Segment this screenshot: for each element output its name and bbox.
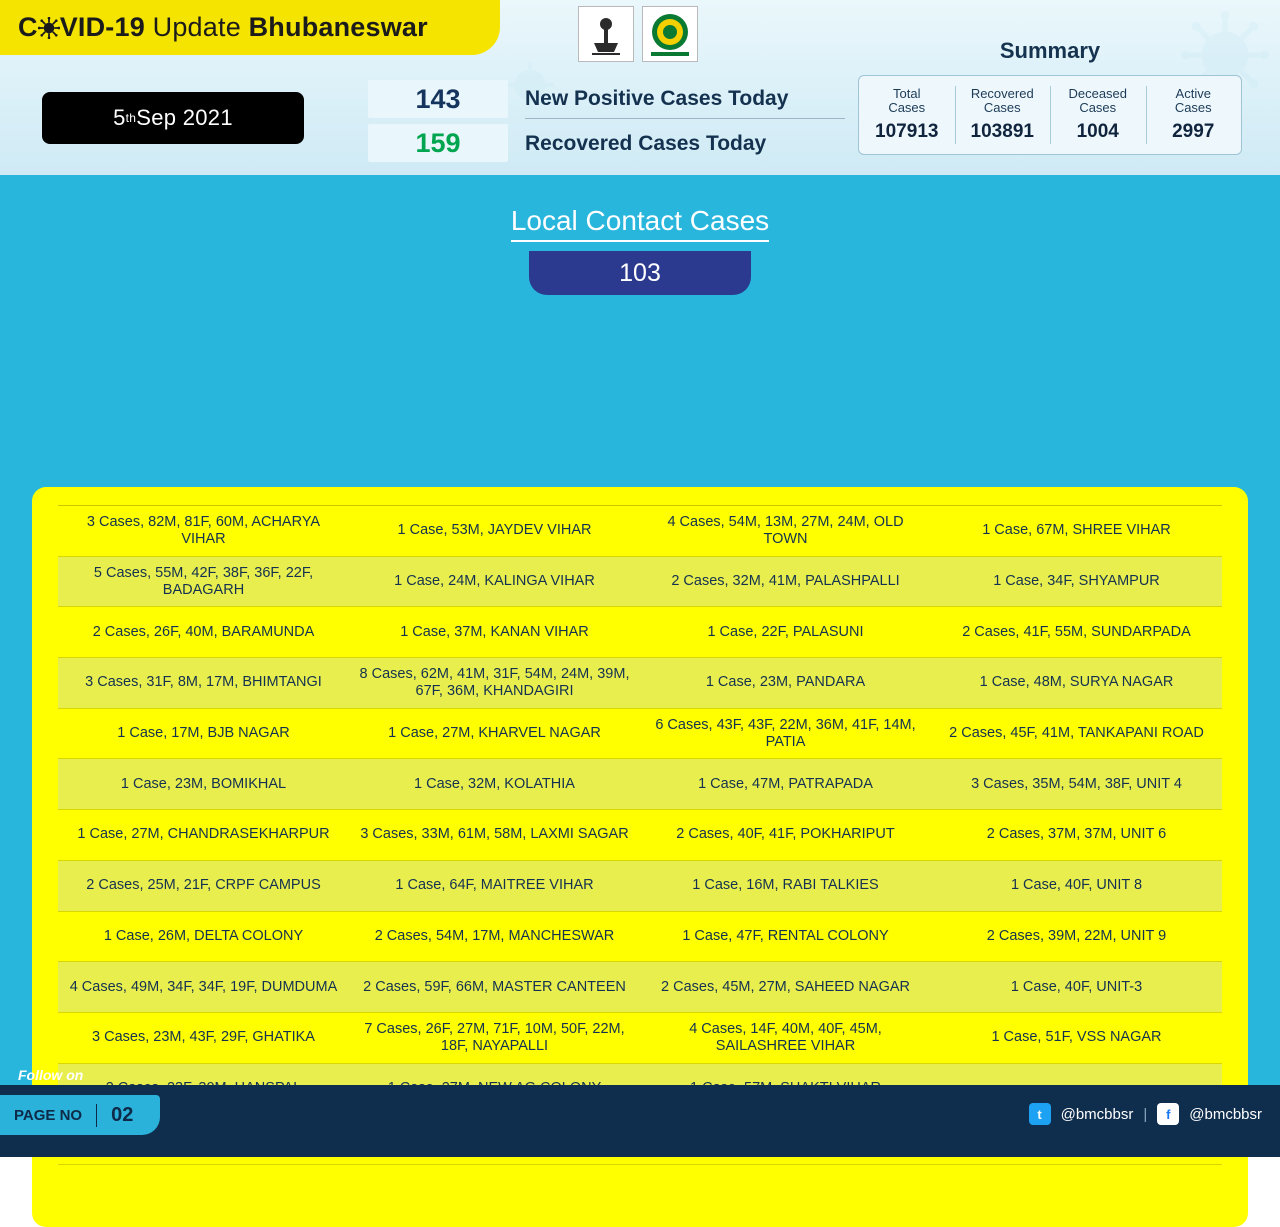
table-cell: 1 Case, 32M, KOLATHIA xyxy=(414,775,575,792)
table-cell: 1 Case, 27M, CHANDRASEKHARPUR xyxy=(77,826,330,843)
table-cell: 3 Cases, 33M, 61M, 58M, LAXMI SAGAR xyxy=(360,826,629,843)
table-cell: 4 Cases, 14F, 40M, 40F, 45M, SAILASHREE VIHAR xyxy=(689,1020,882,1054)
table-row xyxy=(58,759,1222,810)
table-cell: 1 Case, 22F, PALASUNI xyxy=(707,623,864,640)
report-date-day: 5 xyxy=(113,105,126,130)
table-cell: 1 Case, 23M, BOMIKHAL xyxy=(120,775,287,792)
table-row xyxy=(58,557,1222,608)
table-cell: 6 Cases, 43F, 43F, 22M, 36M, 41F, 14M, PATIA xyxy=(655,716,916,750)
bmc-logo-icon xyxy=(642,6,698,62)
table-cell: 1 Case, 47F, RENTAL COLONY xyxy=(682,927,889,944)
table-cell: 1 Case, 40F, UNIT 8 xyxy=(1010,877,1143,894)
page-footer xyxy=(0,1067,1280,1157)
summary-active-value: 2997 xyxy=(1172,121,1215,142)
facebook-handle[interactable]: @bmcbbsr xyxy=(1189,1105,1262,1123)
table-cell: 1 Case, 24M, KALINGA VIHAR xyxy=(394,573,595,590)
summary-active-label-2: Cases xyxy=(1174,100,1212,115)
table-cell: 1 Case, 48M, SURYA NAGAR xyxy=(979,674,1174,691)
table-row xyxy=(58,962,1222,1013)
table-cell: 2 Cases, 39M, 22M, UNIT 9 xyxy=(986,927,1167,944)
table-cell: 1 Case, 26M, DELTA COLONY xyxy=(103,927,304,944)
table-cell: 1 Case, 34F, SHYAMPUR xyxy=(993,573,1160,590)
table-row xyxy=(58,506,1222,557)
summary-deceased-cases xyxy=(1050,76,1146,154)
table-cell: 2 Cases, 40F, 41F, POKHARIPUT xyxy=(676,826,895,843)
table-cell: 4 Cases, 49M, 34F, 34F, 19F, DUMDUMA xyxy=(69,978,338,995)
table-cell: 7 Cases, 26F, 27M, 71F, 10M, 50F, 22M, 18F, NAYAPALLI xyxy=(364,1020,625,1054)
table-cell: 5 Cases, 55M, 42F, 38F, 36F, 22F, BADAGARH xyxy=(93,564,314,598)
table-cell: 2 Cases, 32M, 41M, PALASHPALLI xyxy=(671,573,900,590)
new-positive-value: 143 xyxy=(368,80,508,118)
odisha-government-emblem-icon xyxy=(578,6,634,62)
table-row xyxy=(58,861,1222,912)
summary-active-label-1: Active xyxy=(1175,86,1211,101)
table-cell: 4 Cases, 54M, 13M, 27M, 24M, OLD TOWN xyxy=(667,513,904,547)
section-title-text: Local Contact Cases xyxy=(511,205,769,242)
table-cell: 8 Cases, 62M, 41M, 31F, 54M, 24M, 39M, 67F, 36M, KHANDAGIRI xyxy=(359,665,630,699)
summary-recovered-value: 103891 xyxy=(970,121,1034,142)
recovered-today-value: 159 xyxy=(368,124,508,162)
facebook-icon[interactable]: f xyxy=(1157,1103,1179,1125)
table-cell: 1 Case, 64F, MAITREE VIHAR xyxy=(395,877,594,894)
table-cell: 1 Case, 17M, BJB NAGAR xyxy=(117,725,290,742)
summary-active-cases xyxy=(1146,76,1242,154)
emblem-group xyxy=(578,6,698,62)
table-cell: 1 Case, 67M, SHREE VIHAR xyxy=(982,522,1171,539)
table-cell: 3 Cases, 23M, 43F, 29F, GHATIKA xyxy=(92,1029,315,1046)
table-cell: 2 Cases, 45F, 41M, TANKAPANI ROAD xyxy=(949,725,1204,742)
today-stats-labels xyxy=(525,80,845,169)
table-cell: 2 Cases, 45M, 27M, SAHEED NAGAR xyxy=(661,978,910,995)
summary-deceased-label-2: Cases xyxy=(1079,100,1117,115)
table-row xyxy=(58,709,1222,760)
table-row xyxy=(58,607,1222,658)
summary-recovered-cases xyxy=(955,76,1051,154)
summary-deceased-label-1: Deceased xyxy=(1068,86,1128,101)
social-links xyxy=(1029,1103,1262,1125)
page-number-label: PAGE NO xyxy=(14,1106,83,1124)
table-cell: 1 Case, 23M, PANDARA xyxy=(705,674,866,691)
table-cell: 3 Cases, 31F, 8M, 17M, BHIMTANGI xyxy=(85,674,322,691)
table-cell: 1 Case, 37M, KANAN VIHAR xyxy=(400,623,589,640)
twitter-icon[interactable]: t xyxy=(1029,1103,1051,1125)
table-cell: 2 Cases, 59F, 66M, MASTER CANTEEN xyxy=(363,978,626,995)
twitter-handle[interactable]: @bmcbbsr xyxy=(1060,1105,1134,1123)
table-cell: 2 Cases, 41F, 55M, SUNDARPADA xyxy=(962,623,1191,640)
summary-total-cases-label-2: Cases xyxy=(888,100,926,115)
table-cell: 1 Case, 40F, UNIT-3 xyxy=(1010,978,1143,995)
new-positive-label: New Positive Cases Today xyxy=(525,80,845,119)
summary-total-cases xyxy=(859,76,955,154)
summary-box xyxy=(858,75,1242,155)
table-cell: 1 Case, 16M, RABI TALKIES xyxy=(692,877,879,894)
page-title-update: Update xyxy=(152,12,249,42)
section-title xyxy=(0,175,1280,237)
page-number-tab xyxy=(0,1095,160,1135)
table-cell: 1 Case, 47M, PATRAPADA xyxy=(698,775,873,792)
recovered-today-label: Recovered Cases Today xyxy=(525,132,767,155)
table-row xyxy=(58,810,1222,861)
table-cell: 1 Case, 27M, KHARVEL NAGAR xyxy=(388,725,601,742)
table-cell: 2 Cases, 37M, 37M, UNIT 6 xyxy=(986,826,1167,843)
summary-deceased-value: 1004 xyxy=(1076,121,1119,142)
table-row xyxy=(58,658,1222,709)
table-cell: 1 Case, 53M, JAYDEV VIHAR xyxy=(397,522,592,539)
main-content xyxy=(0,175,1280,1085)
table-cell: 2 Cases, 25M, 21F, CRPF CAMPUS xyxy=(86,877,321,894)
report-date-rest: Sep 2021 xyxy=(136,105,233,130)
page-title-prefix: C xyxy=(18,12,38,42)
page-title-city: Bhubaneswar xyxy=(248,12,428,42)
report-date xyxy=(42,92,304,144)
table-cell: 1 Case, 51F, VSS NAGAR xyxy=(991,1029,1162,1046)
summary-title: Summary xyxy=(999,38,1101,63)
cases-table xyxy=(58,505,1222,1165)
table-row xyxy=(58,912,1222,963)
table-cell: 3 Cases, 35M, 54M, 38F, UNIT 4 xyxy=(971,775,1182,792)
social-separator: | xyxy=(1143,1105,1148,1123)
table-cell: 3 Cases, 82M, 81F, 60M, ACHARYA VIHAR xyxy=(86,513,321,547)
summary-total-cases-label-1: Total xyxy=(893,86,921,101)
virus-icon xyxy=(38,17,60,39)
table-row xyxy=(58,1013,1222,1064)
page-header xyxy=(0,0,1280,175)
page-title-mid: VID-19 xyxy=(59,12,153,42)
page-title xyxy=(18,12,428,43)
report-date-suffix: th xyxy=(125,111,137,125)
page-number-value: 02 xyxy=(96,1104,133,1127)
table-cell: 2 Cases, 26F, 40M, BARAMUNDA xyxy=(92,623,315,640)
local-contact-count-badge: 103 xyxy=(529,251,751,295)
summary-recovered-label-2: Cases xyxy=(983,100,1021,115)
summary-recovered-label-1: Recovered xyxy=(970,86,1034,101)
table-cell: 2 Cases, 54M, 17M, MANCHESWAR xyxy=(374,927,615,944)
summary-total-cases-value: 107913 xyxy=(875,121,939,142)
today-stats-values xyxy=(368,80,508,168)
follow-on-label: Follow on xyxy=(18,1067,84,1083)
